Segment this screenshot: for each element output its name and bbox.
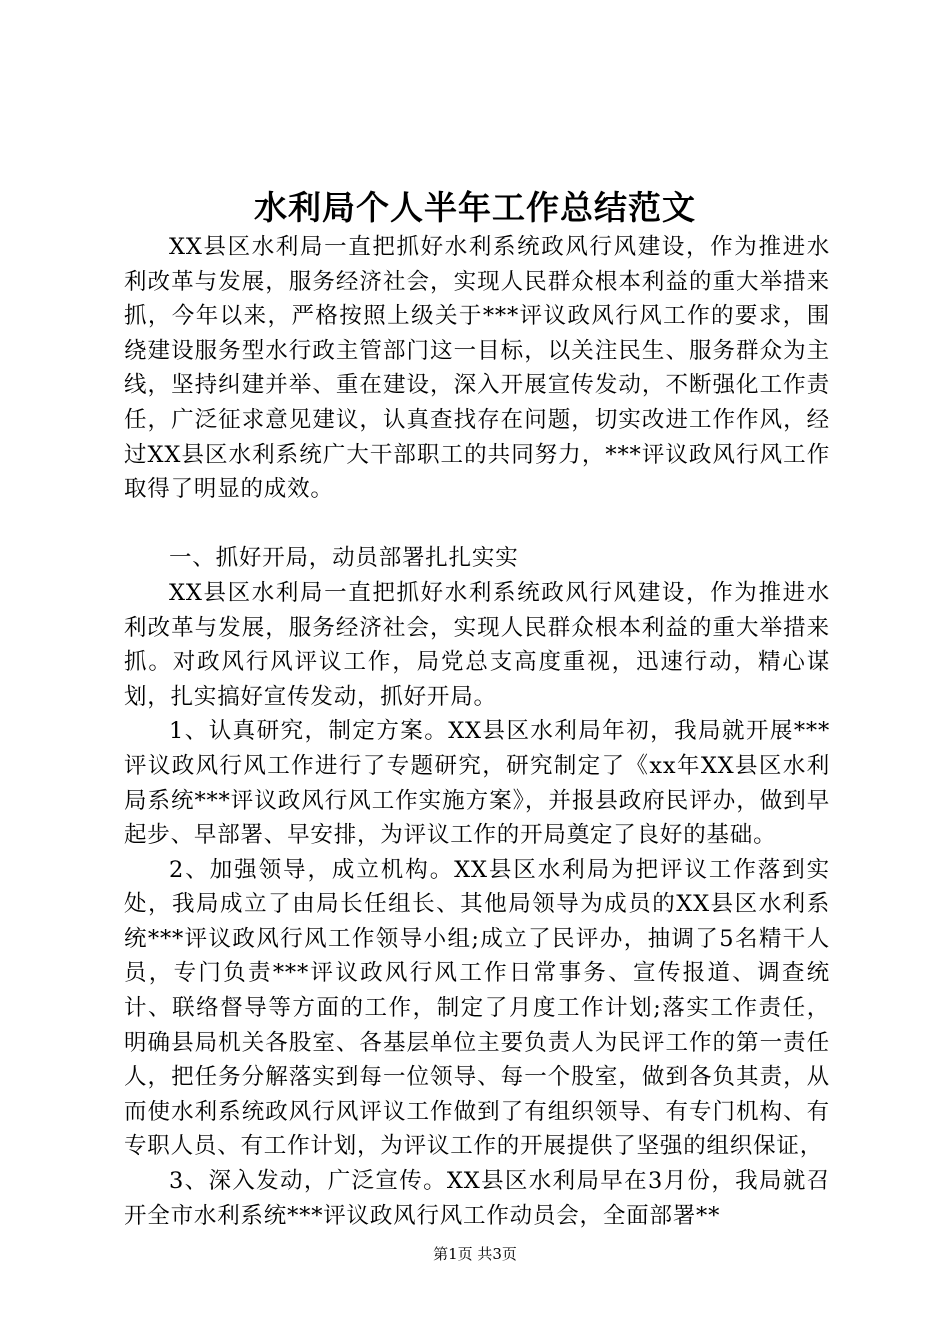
item-paragraph-2: 2、加强领导，成立机构。XX县区水利局为把评议工作落到实处，我局成立了由局长任组长、其他局领导为成员的XX县区水利系统***评议政风行风工作领导小组;成立了民评办，抽调了5名精干人员，专门负责***评议政风行风工作日常事务、宣传报道、调查统计、联络督导等方面的工作，制定了月度工作计划;落实工作责任，明确县局机关各股室、各基层单位主要负责人为民评工作的第一责任人，把任务分解落实到每一位领导、每一个股室，做到各负其责，从而使水利系统政风行风评议工作做到了有组织领导、有专门机构、有专职人员、有工作计划，为评议工作的开展提供了坚强的组织保证， — [124, 856, 830, 1160]
intro-paragraph: XX县区水利局一直把抓好水利系统政风行风建设，作为推进水利改革与发展，服务经济社会，实现人民群众根本利益的重大举措来抓，今年以来，严格按照上级关于***评议政风行风工作的要求，围绕建设服务型水行政主管部门这一目标，以关注民生、服务群众为主线，坚持纠建并举、重在建设，深入开展宣传发动，不断强化工作责任，广泛征求意见建议，认真查找存在问题，切实改进工作作风，经过XX县区水利系统广大干部职工的共同努力，***评议政风行风工作取得了明显的成效。 — [124, 234, 830, 503]
document-title: 水利局个人半年工作总结范文 — [254, 188, 696, 227]
item-paragraph-1: 1、认真研究，制定方案。XX县区水利局年初，我局就开展***评议政风行风工作进行了专题研究，研究制定了《xx年XX县区水利局系统***评议政风行风工作实施方案》，并报县政府民评办，做到早起步、早部署、早安排，为评议工作的开局奠定了良好的基础。 — [124, 718, 830, 849]
section-heading: 一、抓好开局，动员部署扎扎实实 — [169, 545, 519, 572]
section-paragraph: XX县区水利局一直把抓好水利系统政风行风建设，作为推进水利改革与发展，服务经济社会，实现人民群众根本利益的重大举措来抓。对政风行风评议工作，局党总支高度重视，迅速行动，精心谋划，扎实搞好宣传发动，抓好开局。 — [124, 579, 830, 710]
item-paragraph-3: 3、深入发动，广泛宣传。XX县区水利局早在3月份，我局就召开全市水利系统***评议政风行风工作动员会，全面部署** — [124, 1168, 830, 1229]
document-body — [124, 230, 830, 1233]
page-footer: 第1页 共3页 — [433, 1245, 517, 1263]
